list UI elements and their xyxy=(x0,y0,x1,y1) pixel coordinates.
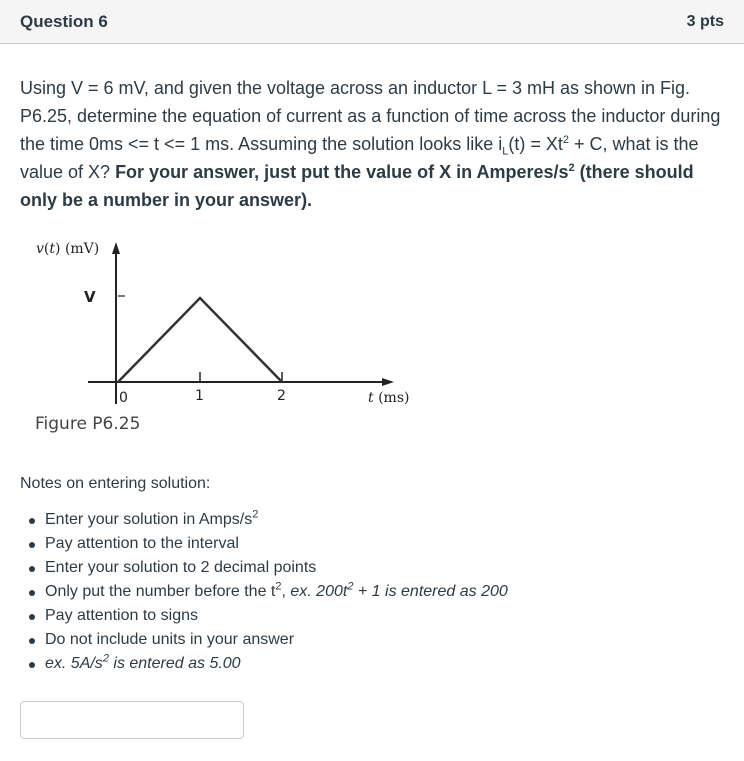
notes-list xyxy=(20,508,508,676)
x-tick-label-1: 1 xyxy=(195,388,204,404)
note-item: Pay attention to signs xyxy=(20,604,508,628)
notes-title: Notes on entering solution: xyxy=(20,475,211,492)
question-points: 3 pts xyxy=(686,12,724,30)
x-axis-label: t (ms) xyxy=(368,390,410,406)
figure-caption: Figure P6.25 xyxy=(35,414,141,434)
note-item: Enter your solution in Amps/$s^2$ xyxy=(20,508,508,532)
note-item: Enter your solution to 2 decimal points xyxy=(20,556,508,580)
x-tick-label-0: 0 xyxy=(119,390,128,406)
question-header xyxy=(0,0,744,44)
answer-input[interactable] xyxy=(20,701,244,739)
x-tick-label-2: 2 xyxy=(277,388,286,404)
voltage-series-line xyxy=(118,298,282,382)
note-item: Pay attention to the interval xyxy=(20,532,508,556)
voltage-plot xyxy=(30,232,430,432)
y-axis-label: v(t) (mV) xyxy=(36,241,100,257)
answer-instruction: For your answer, just put the value of X in Amperes/$s^2$ (there should only be a number in your answer). xyxy=(20,162,694,210)
figure-p6-25 xyxy=(30,232,430,442)
note-item: ex. $5A/s^2$ is entered as 5.00 xyxy=(20,652,508,676)
question-title: Question 6 xyxy=(20,11,108,31)
question-text: Using V = 6 mV, and given the voltage across an inductor L = 3 mH as shown in Fig. P6.25, determine the equation of current as a function of time across the inductor during the time 0ms <= t <= 1 ms. Assuming the solution looks like $i_L(t) = Xt^2 + C$, what is the value of X? For your answer, just put the value of X in Amperes/$s^2$ (there should only be a number in your answer). xyxy=(20,78,721,210)
v-tick-label: V xyxy=(84,288,96,306)
x-axis-arrow xyxy=(382,378,394,386)
y-axis-arrow xyxy=(112,242,120,254)
note-item: Only put the number before the $t^2$, ex. $200t^2 + 1$ is entered as 200 xyxy=(20,580,508,604)
note-item: Do not include units in your answer xyxy=(20,628,508,652)
